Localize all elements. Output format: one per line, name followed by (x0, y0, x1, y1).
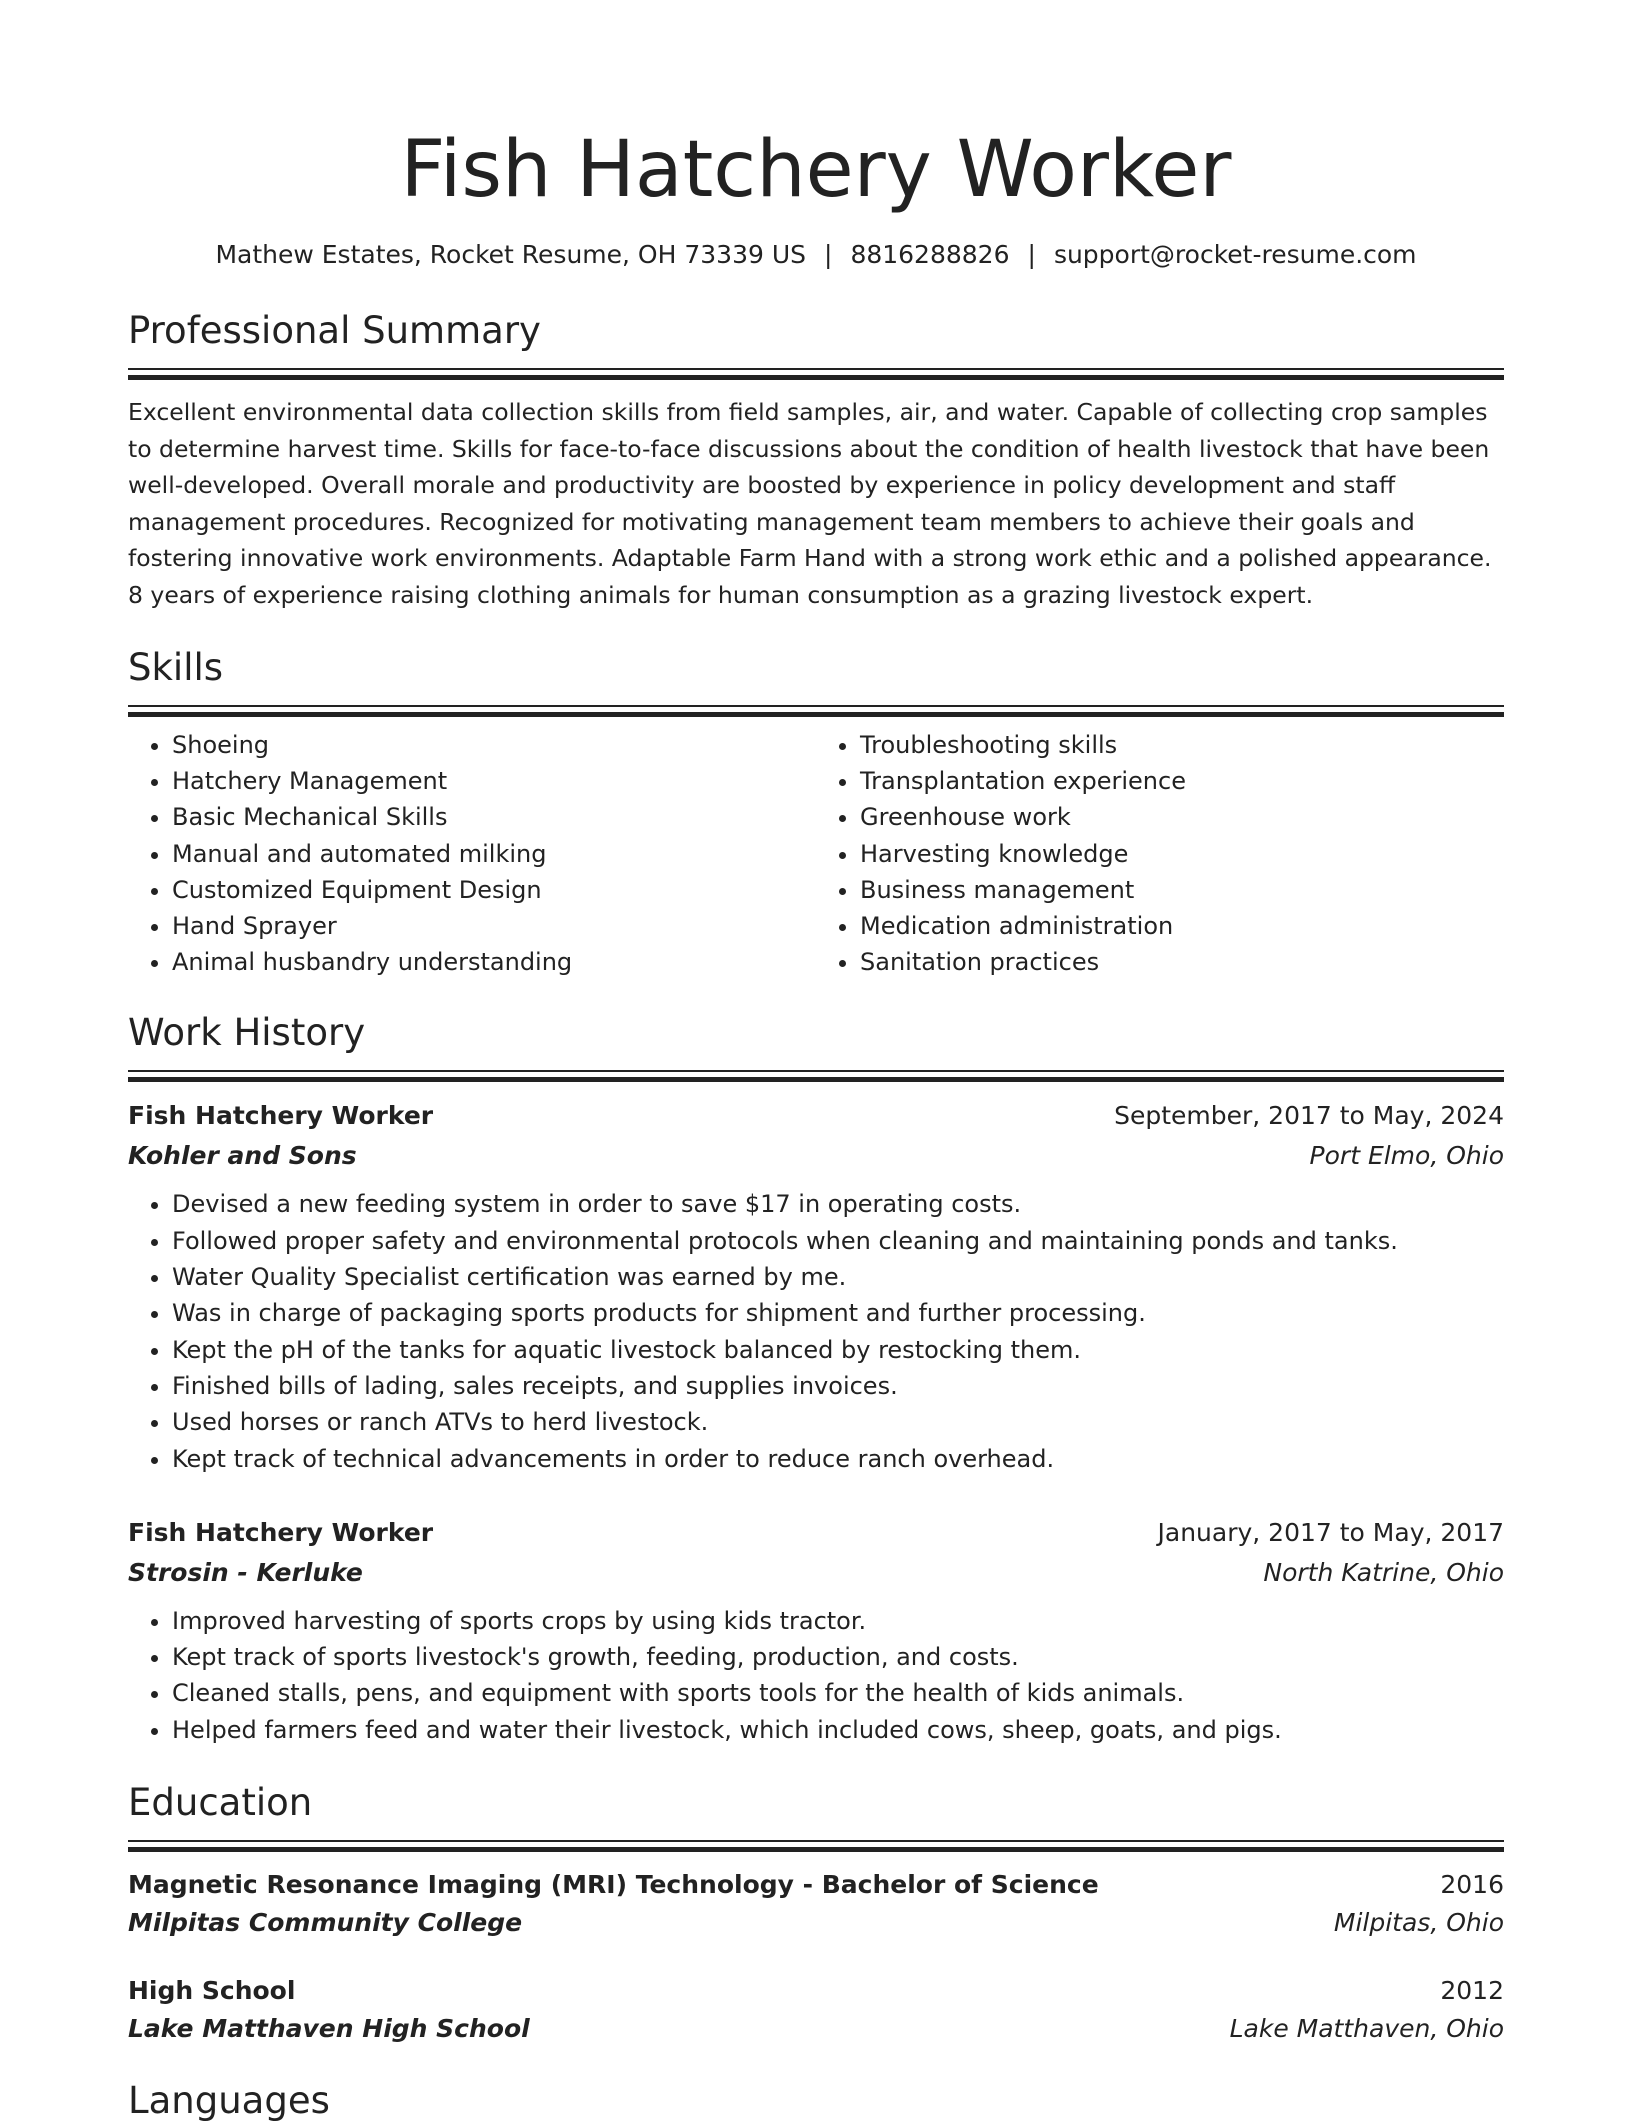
skill-item: • Animal husbandry understanding (172, 944, 816, 980)
education-entry (128, 1866, 1504, 1942)
job-entry (128, 1513, 1504, 1748)
education-entry (128, 1972, 1504, 2048)
contact-separator: | (1027, 240, 1036, 269)
section-divider (128, 1840, 1504, 1852)
education-header-row (128, 1972, 1504, 2010)
skills-list-left (128, 727, 816, 980)
job-header-row (128, 1096, 1504, 1136)
education-location: Milpitas, Ohio (1333, 1907, 1504, 1937)
skill-item: • Sanitation practices (860, 944, 1504, 980)
resume-name: Fish Hatchery Worker (400, 125, 1232, 215)
section-title-languages: Languages (128, 2078, 330, 2122)
job-bullet: • Kept track of technical advancements in order to reduce ranch overhead. (172, 1441, 1504, 1477)
skill-item: • Transplantation experience (860, 763, 1504, 799)
job-dates: January, 2017 to May, 2017 (1157, 1517, 1504, 1547)
job-bullet: • Was in charge of packaging sports products for shipment and further processing. (172, 1295, 1504, 1331)
section-divider (128, 368, 1504, 380)
job-bullet: • Finished bills of lading, sales receipts, and supplies invoices. (172, 1368, 1504, 1404)
skill-item: • Hatchery Management (172, 763, 816, 799)
resume-page (128, 0, 1504, 2126)
job-bullet: • Kept track of sports livestock's growth, feeding, production, and costs. (172, 1639, 1504, 1675)
skills-columns (128, 727, 1504, 980)
skill-item: • Harvesting knowledge (860, 836, 1504, 872)
skills-section (128, 643, 1504, 980)
job-company-row (128, 1136, 1504, 1176)
skills-list-right (816, 727, 1504, 980)
contact-phone: 8816288826 (850, 240, 1010, 269)
job-bullet: • Cleaned stalls, pens, and equipment with sports tools for the health of kids animals. (172, 1675, 1504, 1711)
skill-item: • Medication administration (860, 908, 1504, 944)
education-school-row (128, 2010, 1504, 2048)
contact-email[interactable]: support@rocket-resume.com (1053, 240, 1417, 269)
contact-address: Mathew Estates, Rocket Resume, OH 73339 US (215, 240, 806, 269)
education-section (128, 1778, 1504, 2048)
job-bullets (128, 1603, 1504, 1748)
job-header-row (128, 1513, 1504, 1553)
education-degree: Magnetic Resonance Imaging (MRI) Technology - Bachelor of Science (128, 1869, 1099, 1899)
education-location: Lake Matthaven, Ohio (1229, 2013, 1504, 2043)
skill-item: • Shoeing (172, 727, 816, 763)
job-bullet: • Used horses or ranch ATVs to herd livestock. (172, 1404, 1504, 1440)
job-bullet: • Devised a new feeding system in order to save $17 in operating costs. (172, 1186, 1504, 1222)
job-location: North Katrine, Ohio (1263, 1557, 1504, 1587)
education-year: 2012 (1440, 1975, 1504, 2005)
skill-item: • Troubleshooting skills (860, 727, 1504, 763)
section-title-work: Work History (128, 1011, 366, 1055)
education-school-row (128, 1904, 1504, 1942)
summary-text: Excellent environmental data collection skills from field samples, air, and water. Capable of collecting crop samples to determine harvest time. Skills for face-to-face discussions about the condition of health livestock that have been well-developed. Overall morale and productivity are boosted by experience in policy development and staff management procedures. Recognized for motivating management team members to achieve their goals and fostering innovative work environments. Adaptable Farm Hand with a strong work ethic and a polished appearance. 8 years of experience raising clothing animals for human consumption as a grazing livestock expert. (128, 398, 1492, 609)
summary-section (128, 306, 1504, 613)
education-header-row (128, 1866, 1504, 1904)
section-title-skills: Skills (128, 646, 224, 689)
job-company: Kohler and Sons (128, 1141, 357, 1171)
job-bullets (128, 1186, 1504, 1476)
job-company: Strosin - Kerluke (128, 1557, 363, 1587)
work-section (128, 1008, 1504, 1748)
job-title: Fish Hatchery Worker (128, 1101, 434, 1131)
job-bullet: • Kept the pH of the tanks for aquatic livestock balanced by restocking them. (172, 1332, 1504, 1368)
job-bullet: • Water Quality Specialist certification was earned by me. (172, 1259, 1504, 1295)
section-divider (128, 1070, 1504, 1082)
skill-item: • Basic Mechanical Skills (172, 799, 816, 835)
job-dates: September, 2017 to May, 2024 (1114, 1101, 1504, 1131)
skill-item: • Hand Sprayer (172, 908, 816, 944)
job-bullet: • Improved harvesting of sports crops by using kids tractor. (172, 1603, 1504, 1639)
skill-item: • Customized Equipment Design (172, 872, 816, 908)
languages-section (128, 2076, 1504, 2126)
job-company-row (128, 1553, 1504, 1593)
skill-item: • Business management (860, 872, 1504, 908)
skill-item: • Manual and automated milking (172, 836, 816, 872)
job-title: Fish Hatchery Worker (128, 1517, 434, 1547)
section-divider (128, 705, 1504, 717)
education-school: Lake Matthaven High School (128, 2013, 530, 2043)
contact-separator: | (824, 240, 833, 269)
job-entry (128, 1096, 1504, 1476)
section-title-summary: Professional Summary (128, 309, 541, 352)
job-bullet: • Followed proper safety and environmental protocols when cleaning and maintaining ponds and tanks. (172, 1223, 1504, 1259)
job-location: Port Elmo, Ohio (1309, 1141, 1504, 1171)
contact-line (128, 238, 1504, 272)
education-school: Milpitas Community College (128, 1907, 523, 1937)
job-bullet: • Helped farmers feed and water their livestock, which included cows, sheep, goats, and pigs. (172, 1712, 1504, 1748)
education-year: 2016 (1440, 1869, 1504, 1899)
section-title-education: Education (128, 1780, 313, 1824)
education-degree: High School (128, 1975, 296, 2005)
skill-item: • Greenhouse work (860, 799, 1504, 835)
